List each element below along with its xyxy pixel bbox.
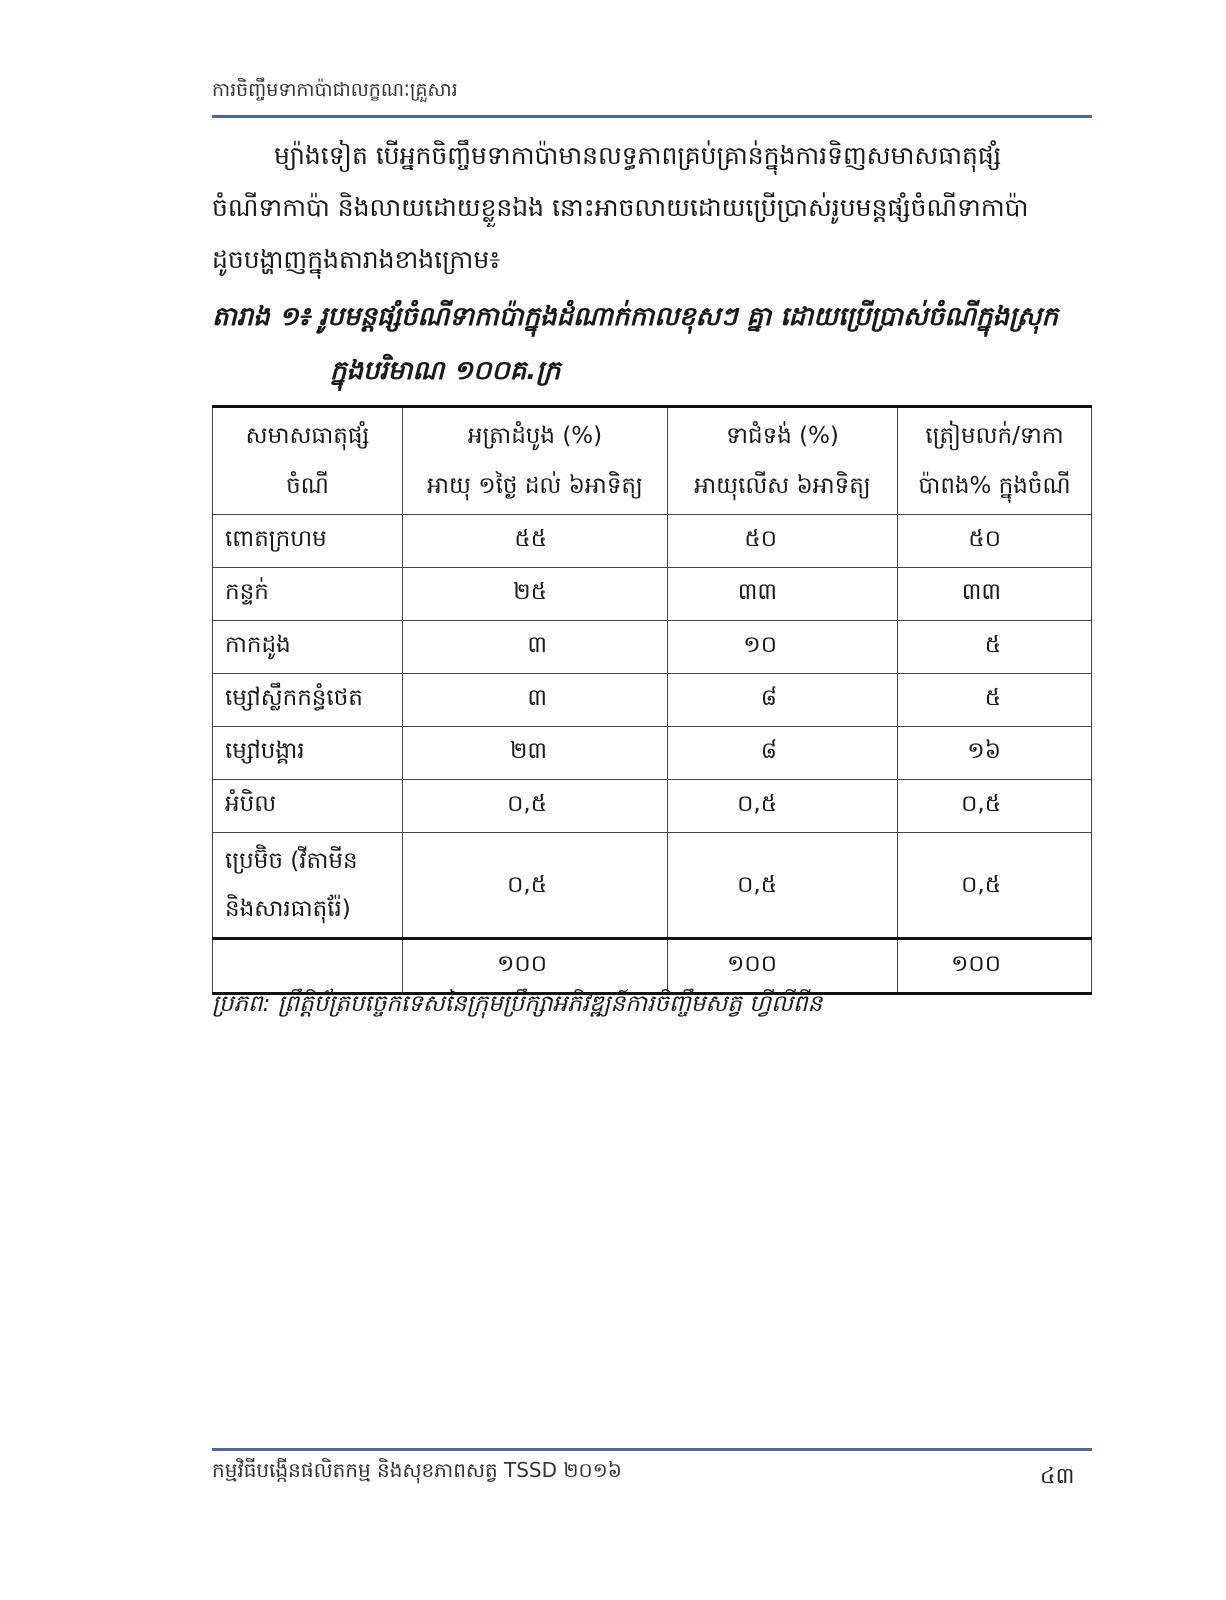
table-row — [213, 621, 1092, 674]
table-row — [213, 727, 1092, 780]
caption-line: តារាង ១៖ រូបមន្តផ្សំចំណីទាកាប៉ាក្នុងដំណាក់កាលខុសៗ គ្នា ដោយប្រើប្រាស់ចំណីក្នុងស្រុក — [212, 302, 1059, 332]
column-header-grower: ទាជំទង់ (%) អាយុលើស ៦អាទិត្យ — [668, 407, 898, 515]
finisher-value: ១៦ — [898, 727, 1092, 780]
feed-formula-table — [212, 405, 1092, 995]
total-label — [213, 939, 403, 994]
grower-value: ០,៥ — [668, 780, 898, 833]
starter-value: ២៣ — [403, 727, 668, 780]
total-row — [213, 939, 1092, 994]
starter-total: ១០០ — [403, 939, 668, 994]
ingredient-name: កាកដូង — [213, 621, 403, 674]
finisher-value: ៣៣ — [898, 568, 1092, 621]
column-header-ingredient: សមាសធាតុផ្សំ ចំណី — [213, 407, 403, 515]
footer-divider — [212, 1448, 1092, 1451]
table-row — [213, 568, 1092, 621]
running-header: ការចិញ្ចឹមទាកាប៉ាជាលក្ខណៈគ្រួសារ — [212, 79, 458, 101]
starter-value: ០,៥ — [403, 780, 668, 833]
finisher-value: ៥ — [898, 674, 1092, 727]
ingredient-name: អំបិល — [213, 780, 403, 833]
column-header-finisher: ត្រៀមលក់/ទាកា ប៉ាពង% ក្នុងចំណី — [898, 407, 1092, 515]
starter-value: ២៥ — [403, 568, 668, 621]
paragraph-line: ចំណីទាកាប៉ា និងលាយដោយខ្លួនឯង នោះអាចលាយដោយប្រើប្រាស់រូបមន្តផ្សំចំណីទាកាប៉ា — [212, 193, 1029, 222]
page-number: ៤៣ — [1040, 1464, 1075, 1489]
table-header-row — [213, 407, 1092, 515]
grower-value: ៥០ — [668, 515, 898, 568]
finisher-value: ០,៥ — [898, 833, 1092, 939]
grower-value: ០,៥ — [668, 833, 898, 939]
running-footer: កម្មវិធីបង្កើនផលិតកម្ម និងសុខភាពសត្វ TSSD ២០១៦ — [212, 1458, 622, 1482]
paragraph-line: ម្យ៉ាងទៀត បើអ្នកចិញ្ចឹមទាកាប៉ាមានលទ្ធភាពគ្រប់គ្រាន់ក្នុងការទិញសមាសធាតុផ្សំ — [274, 141, 1002, 170]
table-row — [213, 515, 1092, 568]
starter-value: ៥៥ — [403, 515, 668, 568]
ingredient-name: ពោតក្រហម — [213, 515, 403, 568]
body-paragraph — [212, 130, 1092, 286]
ingredient-name: ម្សៅបង្គារ — [213, 727, 403, 780]
table-row — [213, 780, 1092, 833]
table-row — [213, 833, 1092, 939]
grower-total: ១០០ — [668, 939, 898, 994]
grower-value: ៣៣ — [668, 568, 898, 621]
column-header-starter: អត្រាដំបូង (%) អាយុ ១ថ្ងៃ ដល់ ៦អាទិត្យ — [403, 407, 668, 515]
starter-value: ០,៥ — [403, 833, 668, 939]
paragraph-line: ដូចបង្ហាញក្នុងតារាងខាងក្រោម៖ — [212, 245, 501, 274]
starter-value: ៣ — [403, 674, 668, 727]
grower-value: ៨ — [668, 674, 898, 727]
ingredient-name: ម្សៅស្លឹកកន្ធំថេត — [213, 674, 403, 727]
finisher-value: ០,៥ — [898, 780, 1092, 833]
ingredient-name: កន្ទក់ — [213, 568, 403, 621]
grower-value: ៨ — [668, 727, 898, 780]
grower-value: ១០ — [668, 621, 898, 674]
caption-line: ក្នុងបរិមាណ ១០០គ.ក្រ — [330, 356, 561, 386]
finisher-total: ១០០ — [898, 939, 1092, 994]
finisher-value: ៥០ — [898, 515, 1092, 568]
finisher-value: ៥ — [898, 621, 1092, 674]
table-source-note: ប្រភព: ព្រឹត្តិប័ត្របច្ចេកទេសនៃក្រុមប្រឹក្សាអភិវឌ្ឍន៍ការចិញ្ចឹមសត្វ ហ្វីលីពីន — [212, 991, 823, 1017]
ingredient-name: ប្រេម៊ិច (វីតាមីន និងសារធាតុរ៉ែ) — [213, 833, 403, 939]
header-divider — [212, 115, 1092, 118]
table-row — [213, 674, 1092, 727]
table-caption — [212, 290, 1092, 398]
starter-value: ៣ — [403, 621, 668, 674]
